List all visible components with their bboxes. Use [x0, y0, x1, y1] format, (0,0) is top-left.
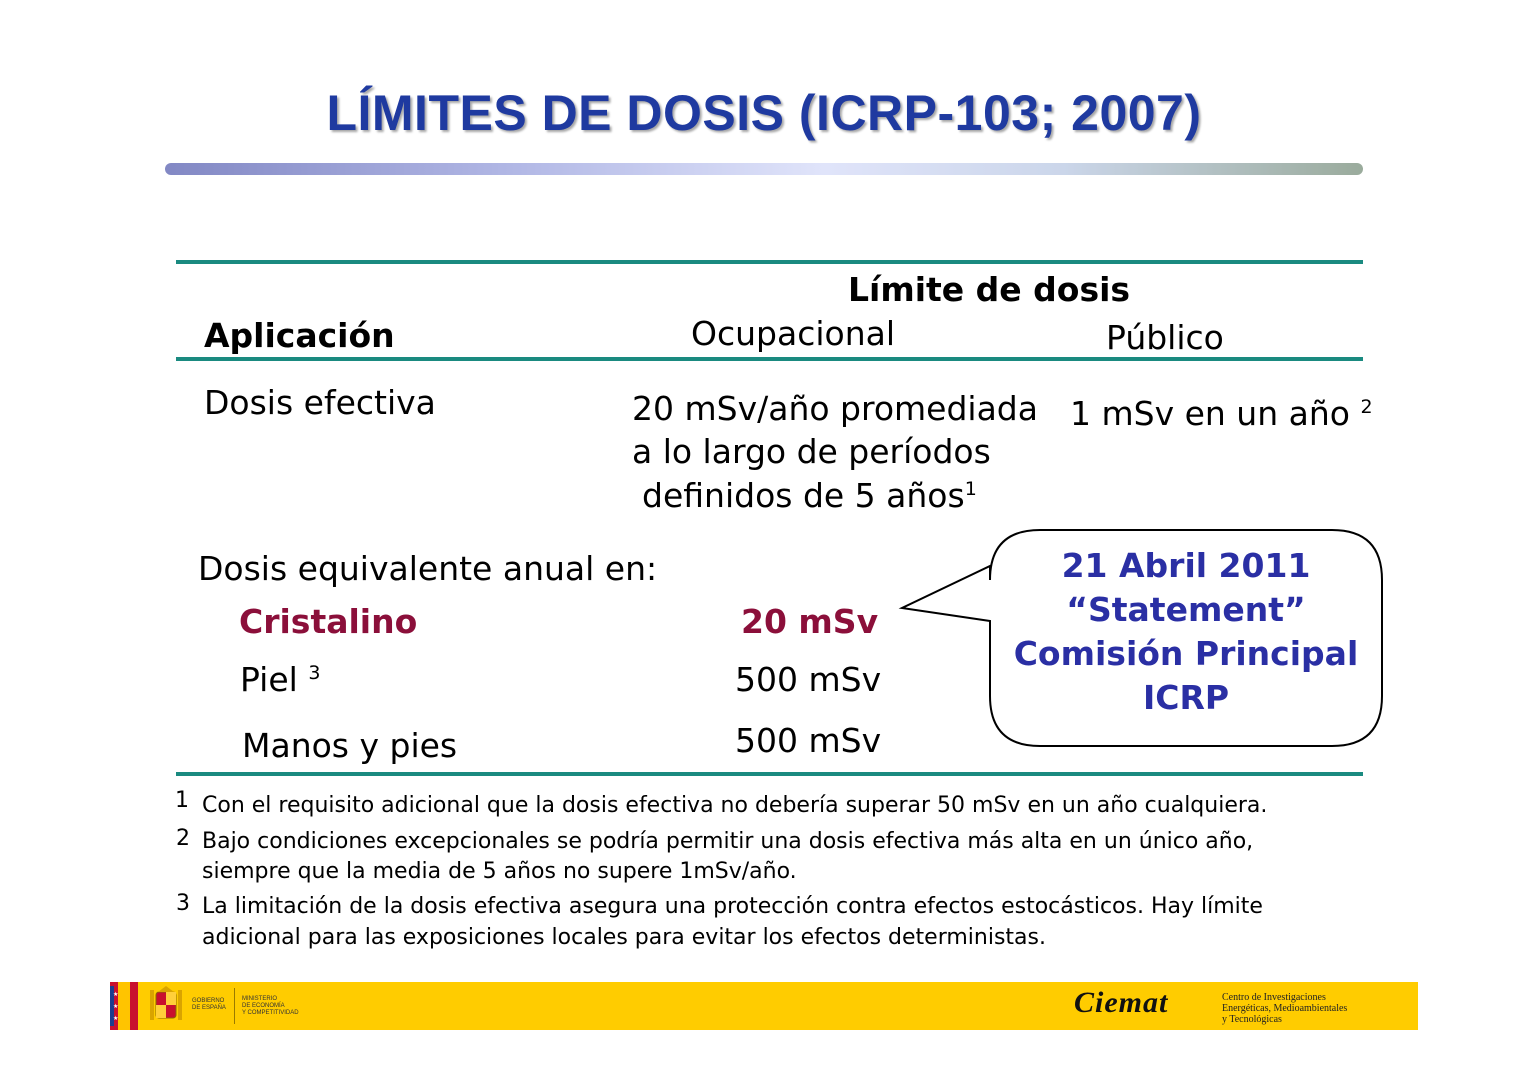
row-manos-label: Manos y pies	[242, 726, 458, 765]
callout-text	[1000, 544, 1372, 720]
svg-text:★: ★	[113, 1003, 119, 1010]
footnote-2-line1: Bajo condiciones excepcionales se podría permitir una dosis efectiva más alta en un único año,	[202, 829, 1254, 854]
ministry-label-line1: MINISTERIO	[242, 996, 278, 1002]
row-piel-label: Piel	[240, 660, 298, 699]
svg-text:★: ★	[113, 1015, 119, 1022]
ciemat-desc-line2: Energéticas, Medioambientales	[1222, 1003, 1348, 1014]
footnote-1-number: 1	[175, 788, 189, 813]
slide-title: LÍMITES DE DOSIS (ICRP-103; 2007)	[326, 85, 1202, 141]
footnote-2-line2: siempre que la media de 5 años no supere 1mSv/año.	[202, 859, 797, 884]
effective-dose-public-text: 1 mSv en un año	[1070, 394, 1350, 433]
callout-line2: “Statement”	[1066, 590, 1306, 629]
effective-dose-occupational-line1: 20 mSv/año promediada	[632, 389, 1038, 428]
ministry-label-line2: DE ECONOMÍA	[242, 1003, 285, 1009]
ciemat-logo: Ciemat	[1074, 986, 1169, 1019]
footnote-3-number: 3	[176, 891, 190, 916]
coat-of-arms-icon	[146, 986, 188, 1026]
header-application: Aplicación	[204, 316, 395, 355]
footnote-ref-2: 2	[1360, 396, 1373, 418]
footnote-ref-1: 1	[964, 478, 977, 500]
row-cristalino-label: Cristalino	[239, 602, 418, 641]
footnote-ref-3: 3	[308, 662, 321, 684]
effective-dose-occupational-line2: a lo largo de períodos	[632, 432, 991, 471]
row-cristalino-value: 20 mSv	[741, 602, 879, 641]
callout-line3: Comisión Principal	[1013, 634, 1359, 673]
gov-label	[192, 998, 226, 1012]
header-dose-limit: Límite de dosis	[848, 270, 1131, 309]
row-effective-dose-label: Dosis efectiva	[204, 383, 436, 422]
header-public: Público	[1106, 318, 1224, 357]
row-piel-value: 500 mSv	[735, 660, 882, 699]
row-manos-value: 500 mSv	[735, 721, 882, 760]
ministry-label-line3: Y COMPETITIVIDAD	[242, 1010, 299, 1016]
footer-divider	[234, 988, 235, 1024]
ciemat-desc-line3: y Tecnológicas	[1222, 1014, 1282, 1025]
row-equivalent-dose-label: Dosis equivalente anual en:	[198, 549, 658, 588]
spanish-flag-icon	[110, 982, 138, 1030]
callout-line4: ICRP	[1142, 678, 1230, 717]
ciemat-desc-line1: Centro de Investigaciones	[1222, 992, 1326, 1003]
footnote-1-text: Con el requisito adicional que la dosis efectiva no debería superar 50 mSv en un año cualquiera.	[202, 793, 1268, 818]
svg-text:★: ★	[113, 991, 119, 998]
footnote-3-line2: adicional para las exposiciones locales para evitar los efectos deterministas.	[202, 925, 1046, 950]
ministry-label	[242, 996, 299, 1017]
footnote-3-line1: La limitación de la dosis efectiva asegura una protección contra efectos estocásticos. Hay límite	[202, 894, 1263, 919]
callout-line1: 21 Abril 2011	[1061, 546, 1311, 585]
gov-label-line2: DE ESPAÑA	[192, 1005, 226, 1011]
ciemat-description	[1222, 992, 1347, 1025]
effective-dose-occupational-line3-text: definidos de 5 años	[642, 476, 965, 515]
header-occupational: Ocupacional	[691, 314, 896, 353]
gov-label-line1: GOBIERNO	[192, 998, 225, 1004]
footnote-2-number: 2	[176, 826, 190, 851]
